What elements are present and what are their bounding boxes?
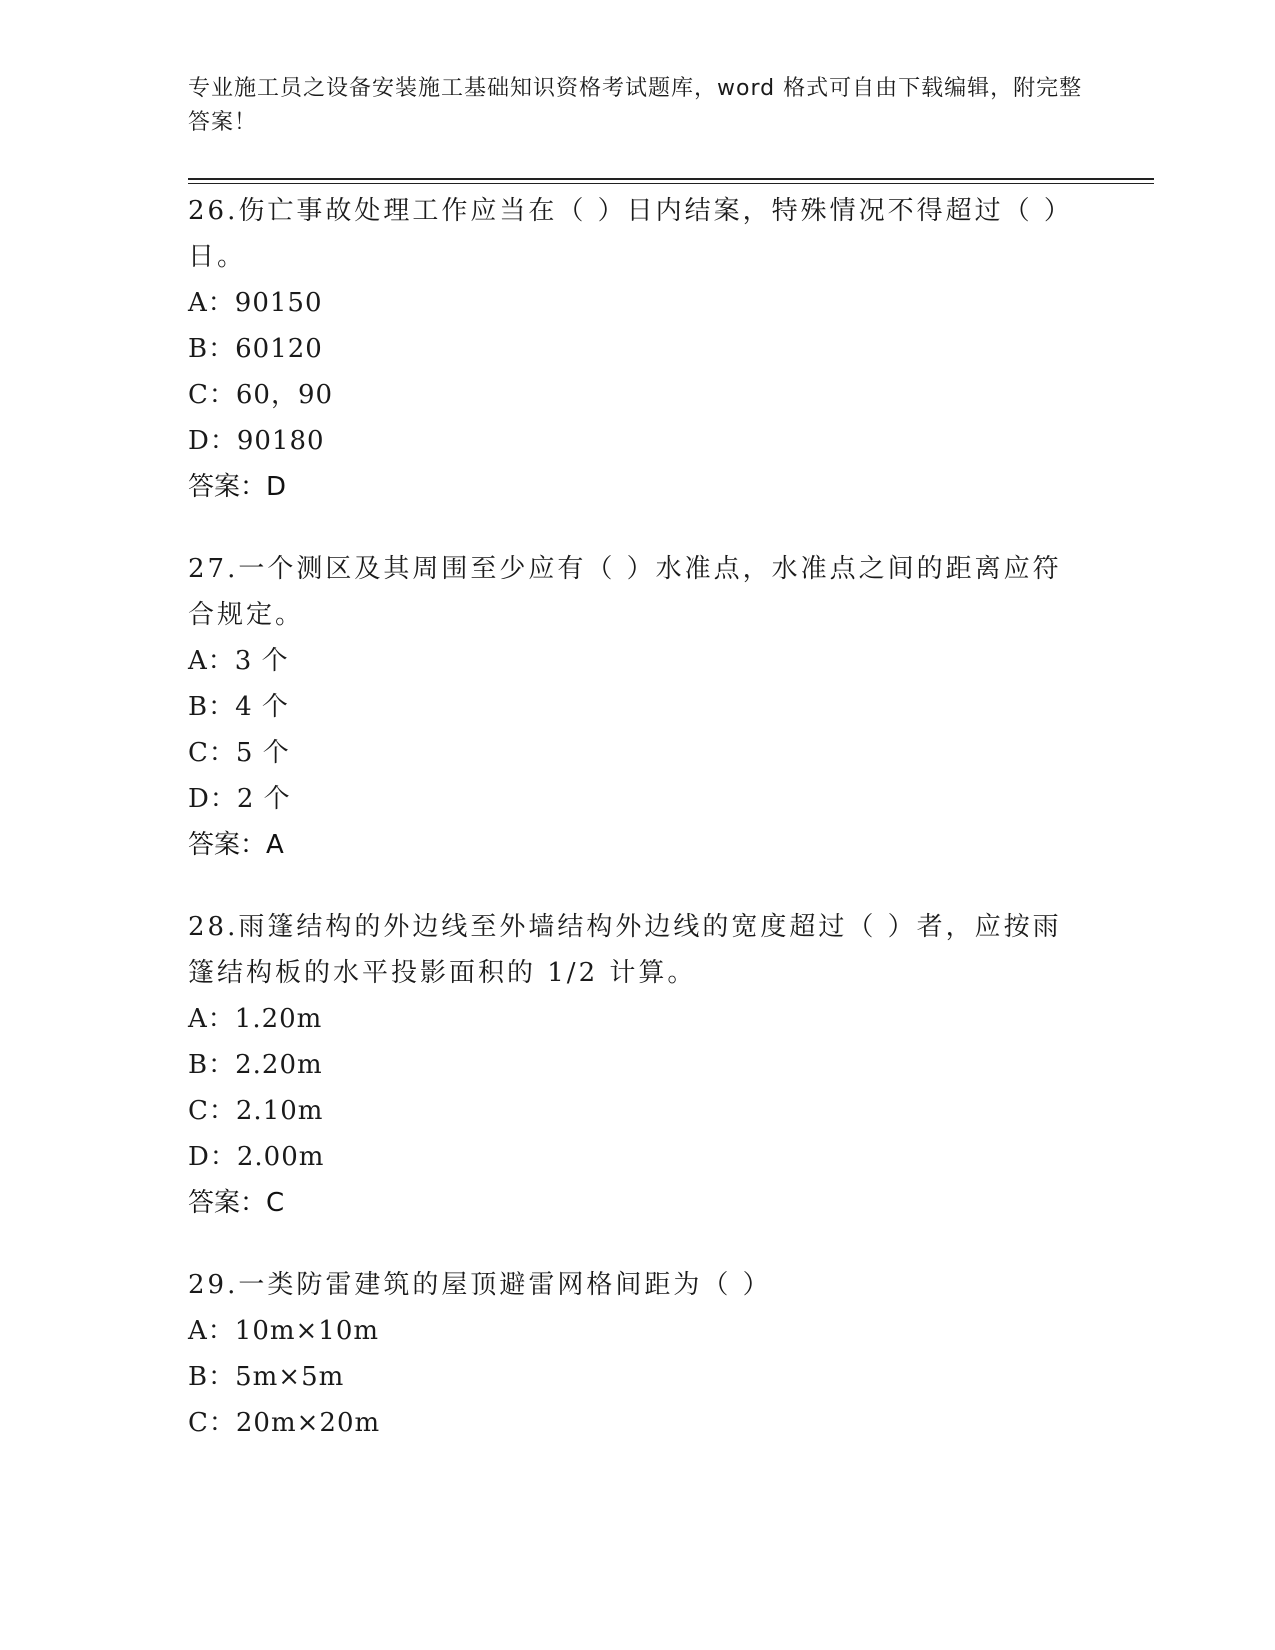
question-26: [188, 188, 1068, 510]
option-a: A：90150: [188, 288, 323, 318]
option-a: A：3 个: [188, 646, 289, 676]
answer-line: 答案：D: [188, 472, 287, 502]
option-b: B：4 个: [188, 692, 289, 722]
question-list: [188, 188, 1068, 1482]
option-c: C：60，90: [188, 380, 334, 410]
header-divider-thin: [188, 183, 1154, 184]
option-a: A：10m×10m: [188, 1316, 380, 1346]
question-stem: 26.伤亡事故处理工作应当在（ ）日内结案，特殊情况不得超过（ ）日。: [188, 196, 1060, 272]
option-b: B：2.20m: [188, 1050, 323, 1080]
option-c: C：20m×20m: [188, 1408, 381, 1438]
question-27: [188, 546, 1068, 868]
document-intro: 专业施工员之设备安装施工基础知识资格考试题库，word 格式可自由下载编辑，附完整答案！: [188, 76, 1083, 135]
question-29: [188, 1262, 1068, 1446]
option-b: B：60120: [188, 334, 323, 364]
option-c: C：2.10m: [188, 1096, 324, 1126]
question-stem: 28.雨篷结构的外边线至外墙结构外边线的宽度超过（ ）者，应按雨篷结构板的水平投影面积的 1/2 计算。: [188, 912, 1062, 988]
option-a: A：1.20m: [188, 1004, 323, 1034]
option-b: B：5m×5m: [188, 1362, 345, 1392]
question-28: [188, 904, 1068, 1226]
option-d: D：2 个: [188, 784, 291, 814]
option-d: D：2.00m: [188, 1142, 325, 1172]
option-d: D：90180: [188, 426, 325, 456]
option-c: C：5 个: [188, 738, 290, 768]
question-stem: 29.一类防雷建筑的屋顶避雷网格间距为（ ）: [188, 1270, 772, 1300]
question-stem: 27.一个测区及其周围至少应有（ ）水准点，水准点之间的距离应符合规定。: [188, 554, 1062, 630]
answer-line: 答案：A: [188, 830, 284, 860]
answer-line: 答案：C: [188, 1188, 285, 1218]
header-divider-thick: [188, 178, 1154, 180]
